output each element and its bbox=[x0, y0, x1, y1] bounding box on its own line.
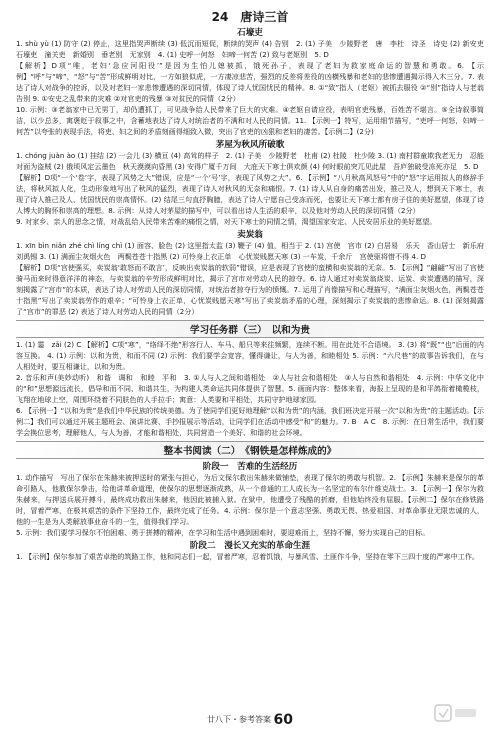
answer-paragraph: 1. xīn bìn niǎn zhé chì líng chì (1) 面容、脸色 (2) 这里指太监 (3) 鞭子 (4) 值，相当于 2. (1) 宫使 宫市 (2) 白居易 乐天 香山居士 新乐府 刘禹锡 3. (1) 满面尘灰烟火色 两鬓苍苍十指黑 (2) 可怜身上衣正单 心忧炭贱愿天寒 (3) 一车炭，千余斤 宫使驱将惜不得 4. D bbox=[16, 241, 492, 261]
stage-heading-1: 阶段一 苦难的生活经历 bbox=[202, 462, 298, 472]
answer-paragraph: 1. chóng juàn ào (1) 挂结 (2) 一会儿 (3) 横亘 (4) 高耸的样子 2. (1) 子美 少陵野老 杜甫 (2) 杜陵 杜少陵 3. (1) 南村群童欺我老无力 忍能对面为盗贼 (2) 俄顷风定云墨色 秋天漠漠向昏黑 (3) 安得广厦千万间 大庇天下寒士俱欢颜 (4) 何时眼前突兀见此屋 吾庐独破受冻死亦足 5. D bbox=[16, 151, 484, 171]
page-number: 60 bbox=[273, 712, 294, 728]
stage-heading-2: 阶段二 漫长又充实的革命生涯 bbox=[189, 541, 311, 551]
answer-paragraph: 10. 示例：③老翁家中已无男丁，却仍遭抓丁，可见战争给人民带来了巨大的灾难。④老妪自请应役，表明官吏残暴，百姓苦不堪言。⑤全诗叙事简洁，以少总多，寓褒贬于叙事之中，含蓄地表达了诗人对统治者的不满和对人民的同情。11. 【示例一】特写，运用细节描写，“吏呼一何怒，妇啼一何苦”以夸张的表现手法，将吏、妇之间的矛盾刻画得细致入微，突出了官吏的凶狠和老妇的凄苦。【示例二】(2分) bbox=[16, 105, 484, 136]
answer-paragraph: 【解析】D项“一个‘卷’字，表现了风势之大”错误，应是“一个‘号’字，表现了风势之大”。6. 【示例】“八月秋高风怒号”中的“怒”字运用拟人的修辞手法，将秋风拟人化，生动形象地写出了秋风的猛烈，表现了诗人对秋风的无奈和痛恨。7. (1) 诗人从自身的痛苦出发，推己及人，想到天下寒士，表现了诗人推己及人、忧国忧民的崇高情怀。(2) 结尾三句直抒胸臆，表达了诗人宁愿自己受冻而死，也要让天下寒士都有房子住的美好愿望，体现了诗人博大的胸怀和崇高的理想。8. 示例：从诗人对茅屋的描写中，可以看出诗人生活的艰辛，以及他对劳动人民的深切同情（2分） bbox=[16, 173, 484, 215]
answer-paragraph: 9. 对家乡、亲人的思念之情，对战乱给人民带来苦难的痛恨之情，对天下寒士的同情之情，渴望国家安定、人民安居乐业的美好愿望。 bbox=[16, 217, 437, 226]
answer-paragraph: 6. 【示例一】“以和为贵”是我们中华民族的传统美德。为了使同学们更好地理解“以和为贵”的内涵，我们班决定开展一次“以和为贵”的主题活动。【示例二】我们可以通过开展主题班会、演讲比赛、手抄报展示等活动，让同学们在活动中感受“和”的魅力。7. B A C 8. 示例：在日常生活中，我们要学会换位思考，理解他人，与人为善，才能和谐相处，共同营造一个美好、和谐的社会环境。 bbox=[16, 406, 484, 437]
poem-heading-shihaoli: 石壕吏 bbox=[237, 28, 263, 38]
answer-paragraph: 1. shù yù (1) 防守 (2) 停止，这里指哭声断续 (3) 低沉而短促，断续的哭声 (4) 告别 2. (1) 子美 少陵野老 唐 李杜 诗圣 诗史 (2) 新安吏 石壕吏 潼关吏 新婚别 垂老别 无家别 4. (1) 史呼一何怒 妇啼一何苦 (2) 致与老妪别 5. D bbox=[16, 39, 492, 59]
answer-paragraph: 5. 示例：我们要学习保尔不怕困难、勇于拼搏的精神，在学习和生活中遇到困难时，要迎难而上，坚持不懈，努力实现自己的目标。 bbox=[16, 528, 430, 537]
answer-paragraph: 【解析】D项“宫使强买，卖炭翁‘敢怒而不敢言’，反映出卖炭翁的软弱”错误，应是表现了宫使的蛮横和卖炭翁的无奈。5. 【示例】“翩翩”写出了宫使骑马而来时得意洋洋的神态，与卖炭翁的辛劳形成鲜明对比，揭示了宫市对劳动人民的掠夺。6. 诗人通过对卖炭翁烧炭、运炭、卖炭遭遇的描写，深刻揭露了“宫市”的本质，表达了诗人对劳动人民的深切同情，对统治者掠夺行为的愤慨。7. 运用了肖像描写和心理描写，“满面尘灰烟火色，两鬓苍苍十指黑”写出了卖炭翁劳作的艰辛；“可怜身上衣正单，心忧炭贱愿天寒”写出了卖炭翁矛盾的心理，深刻揭示了卖炭翁的悲惨命运。8. (1) 深刻揭露了“宫市”的罪恶 (2) 表达了诗人对劳动人民的同情（2分） bbox=[16, 263, 484, 316]
poem-heading-maowu: 茅屋为秋风所破歌 bbox=[215, 140, 285, 150]
answer-paragraph: 2. 音乐和声(美妙动听) 和谐 调和 和睦 平和 3. ①人与人之间和谐相处 ②人与社会和谐相处 ③人与自然和谐相处 4. 示例：中华文化中的“和”思想源远流长，倡导和而不同、和谐共生，为构建人类命运共同体提供了智慧。5. 画面内容：整体来看，海报上呈现的是和平鸽衔着橄榄枝，飞翔在地球上空，周围环绕着不同肤色的人手拉手；寓意：人类要和平相处，共同守护地球家园。 bbox=[16, 373, 484, 404]
answer-paragraph: 1. 动作描写 写出了保尔在朱赫来被押送时的紧张与担心，为后文保尔救出朱赫来做铺垫，表现了保尔的勇敢与机智。2. 【示例】朱赫来是保尔的革命引路人，他教保尔拳击，给他讲革命道理，使保尔的思想逐渐成熟，从一个普通的工人成长为一名坚定的布尔什维克战士。3. 【示例一】保尔为救朱赫来，与押送兵展开搏斗，最终成功救出朱赫来，他因此被捕入狱。在狱中，他遭受了残酷的折磨，但他始终没有屈服。【示例二】保尔在修铁路时，冒着严寒，在极其艰苦的条件下坚持工作，最终完成了任务。4. 示例：保尔是一个意志坚强、勇敢无畏、热爱祖国、对革命事业无限忠诚的人，他的一生是为人类解放事业奋斗的一生，值得我们学习。 bbox=[16, 473, 484, 526]
answer-paragraph: 1. 【示例】保尔参加了艰苦卓绝的筑路工作，他和同志们一起，冒着严寒，忍着饥饿，与暴风雪、土匪作斗争，坚持在零下三四十度的严寒中工作。 bbox=[16, 552, 480, 561]
poem-heading-maitanweng: 卖炭翁 bbox=[237, 230, 263, 240]
footer-label: 廿八下・参考答案 bbox=[206, 715, 271, 724]
section-band-task-group: 学习任务群（三） 以和为贵 bbox=[16, 320, 484, 338]
answer-paragraph: 1. (1) 霎 zǎi (2) C 【解析】C项“寒”，“络绎不绝”形容行人、车马、船只等来往频繁，连续不断。用在此处不合语境。 3. (3) 将“既”“也”后面的内容互换。 4. (1) 示例：以和为贵，和而不同 (2) 示例：我们要学会宽容，懂得谦让，与人为善，和睦相处 5. 示例：“六尺巷”的故事告诉我们，在与人相处时，要互相谦让，以和为贵。 bbox=[16, 340, 484, 371]
lesson-title: 24 唐诗三首 bbox=[211, 10, 289, 24]
answer-paragraph: 【解析】D项“唯，老妇‘急应河阳役’”是因为生怕儿媳被抓，饿死孙子，表现了老妇为救家庭命运的智慧和勇敢。6. 【示例】“呼”与“啼”，“怒”与“苦”形成鲜明对比，一方如狼似虎，一方凄凉悲苦，强烈的反差将差役的凶横残暴和老妇的悲惨遭遇揭示得入木三分。7. 表达了诗人对战争的控诉，以及对老妇一家悲惨遭遇的深切同情，体现了诗人忧国忧民的精神。8. ①“致”指人（老妪）被抓去服役 ②“别”指诗人与老翁告别 9. ①安史之乱带来的灾难 ②对官吏的残暴 ③对贫民的同情（2分） bbox=[16, 61, 484, 103]
watermark-logo-icon bbox=[434, 704, 478, 722]
section-band-book-reading: 整本书阅读（二） 《钢铁是怎样炼成的》 bbox=[16, 441, 484, 459]
page-footer bbox=[0, 712, 500, 728]
